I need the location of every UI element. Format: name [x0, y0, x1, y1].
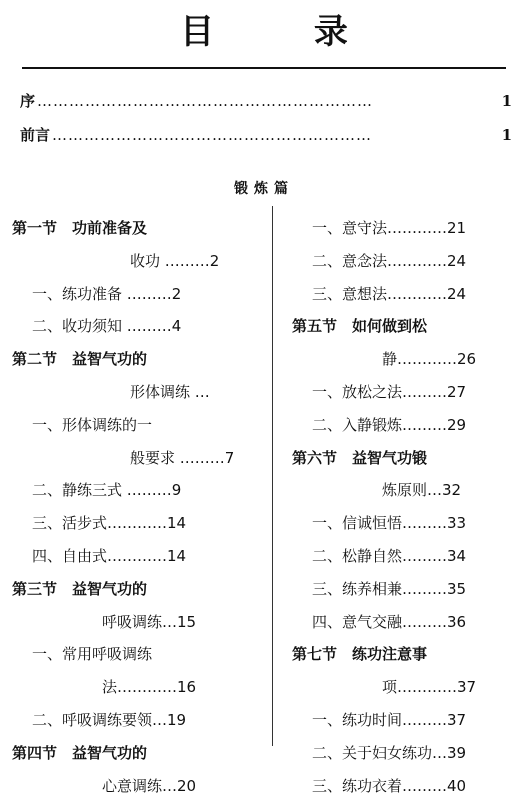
toc-section-heading[interactable]: 第一节 功前准备及: [12, 219, 148, 237]
section-title: 锻炼篇: [234, 181, 294, 197]
toc-entry[interactable]: 三、练养相兼………35: [312, 579, 467, 598]
page-number: 1: [501, 92, 512, 110]
toc-entry[interactable]: 形体调练 …: [130, 382, 210, 401]
toc-entry[interactable]: 一、常用呼吸调练: [32, 645, 153, 664]
toc-entry[interactable]: 二、收功须知 ………4: [32, 317, 182, 336]
toc-entry[interactable]: 二、意念法…………24: [312, 251, 467, 270]
toc-section-heading[interactable]: 第六节 益智气功锻: [292, 448, 428, 467]
front-matter-entry-preface[interactable]: [20, 90, 512, 111]
toc-entry[interactable]: 二、静练三式 ………9: [32, 481, 182, 500]
toc-entry[interactable]: 二、呼吸调练要领…19: [32, 710, 187, 729]
toc-entry[interactable]: 炼原则…32: [382, 481, 462, 500]
toc-entry[interactable]: 一、形体调练的一: [32, 415, 153, 434]
toc-entry[interactable]: 收功 ………2: [130, 251, 220, 270]
leader-dots: ………………………………………………………: [37, 92, 374, 110]
toc-entry[interactable]: 二、松静自然………34: [312, 546, 467, 565]
toc-entry[interactable]: 一、意守法…………21: [312, 219, 467, 237]
entry-label: 序: [20, 92, 36, 110]
page-number: 1: [501, 126, 512, 144]
toc-left-column: [12, 212, 252, 802]
toc-entry[interactable]: 三、意想法…………24: [312, 284, 467, 303]
toc-entry[interactable]: 静…………26: [382, 350, 477, 369]
title-rule: [22, 67, 506, 69]
toc-entry[interactable]: 一、练功准备 ………2: [32, 284, 182, 303]
toc-entry[interactable]: 般要求 ………7: [130, 448, 235, 467]
toc-entry[interactable]: 法…………16: [102, 678, 197, 697]
toc-entry[interactable]: 四、自由式…………14: [32, 546, 187, 565]
toc-right-column: [292, 212, 516, 802]
toc-entry[interactable]: 四、意气交融………36: [312, 612, 467, 631]
toc-entry[interactable]: 呼吸调练…15: [102, 612, 197, 631]
column-divider: [272, 206, 273, 746]
page-title: 目 录: [180, 12, 392, 52]
leader-dots: ……………………………………………………: [52, 126, 373, 144]
toc-section-heading[interactable]: 第七节 练功注意事: [292, 645, 428, 664]
toc-section-heading[interactable]: 第五节 如何做到松: [292, 317, 428, 336]
toc-entry[interactable]: 一、练功时间………37: [312, 710, 467, 729]
toc-entry[interactable]: 一、放松之法………27: [312, 382, 467, 401]
toc-entry[interactable]: 三、活步式…………14: [32, 514, 187, 533]
toc-entry[interactable]: 二、入静锻炼………29: [312, 415, 467, 434]
entry-label: 前言: [20, 126, 51, 144]
front-matter-entry-foreword[interactable]: [20, 124, 512, 145]
toc-entry[interactable]: 心意调练…20: [102, 776, 197, 795]
toc-entry[interactable]: 三、练功衣着………40: [312, 776, 467, 795]
toc-section-heading[interactable]: 第二节 益智气功的: [12, 350, 148, 369]
toc-entry[interactable]: 一、信诚恒悟………33: [312, 514, 467, 533]
toc-section-heading[interactable]: 第四节 益智气功的: [12, 743, 148, 762]
toc-entry[interactable]: 二、关于妇女练功…39: [312, 743, 467, 762]
toc-entry[interactable]: 项…………37: [382, 678, 477, 697]
toc-section-heading[interactable]: 第三节 益智气功的: [12, 579, 148, 598]
